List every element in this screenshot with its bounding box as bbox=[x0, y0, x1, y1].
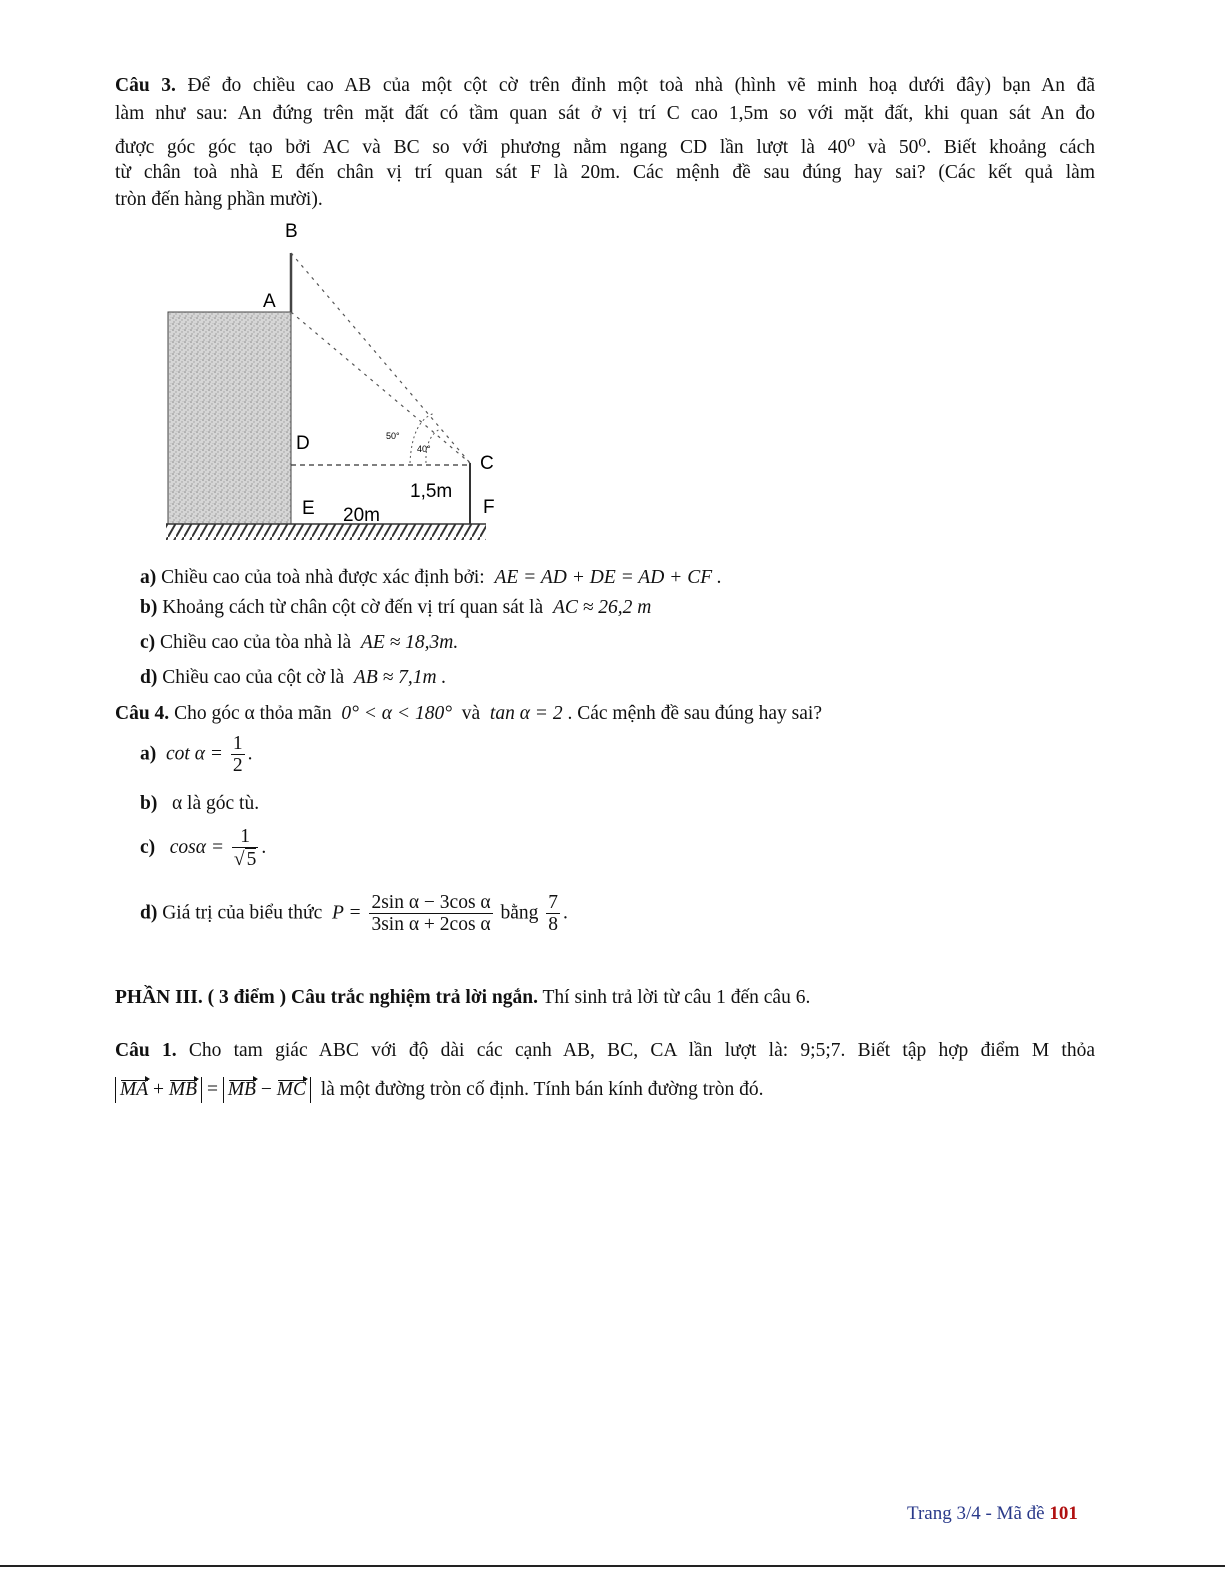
denominator: √ 5 bbox=[233, 849, 257, 871]
part3-heading bbox=[115, 987, 810, 1009]
q4-option-a: a) cot α = $\frac{1}{2}$ . bbox=[140, 733, 253, 777]
q3-line-2: làm như sau: An đứng trên mặt đất có tầm quan sát ở vị trí C cao 1,5m so với mặt đất, khi quan sát An đo bbox=[115, 103, 1095, 124]
q3-option-d bbox=[140, 667, 446, 689]
q4-label: Câu 4. bbox=[115, 703, 170, 724]
option-key: a) bbox=[140, 743, 157, 765]
option-math: cosα = bbox=[169, 836, 225, 858]
option-text: Chiều cao của tòa nhà là bbox=[160, 632, 352, 653]
q3-option-b bbox=[140, 597, 651, 619]
option-key: b) bbox=[140, 597, 158, 618]
q4-option-b bbox=[140, 793, 259, 815]
p3-q1-label: Câu 1. bbox=[115, 1040, 177, 1061]
q4-option-d: d) Giá trị của biểu thức P = $\frac{\text{2sin α − 3cos α}}{\text{3sin α + 2cos α}}$ bằng $\frac{7}{8}$ . bbox=[140, 892, 568, 936]
ground-hatch bbox=[166, 524, 486, 540]
label-C: C bbox=[480, 453, 494, 474]
label-angle-50: 50° bbox=[386, 431, 400, 441]
option-math: cot α = bbox=[166, 743, 223, 765]
q3-label: Câu 3. bbox=[115, 75, 176, 96]
p3-q1-line-1 bbox=[115, 1040, 1095, 1062]
option-text: bằng bbox=[500, 902, 539, 924]
q3-line-5: tròn đến hàng phần mười). bbox=[115, 189, 323, 210]
numerator: 7 bbox=[548, 892, 559, 913]
q4-tan: tan α = 2 bbox=[489, 703, 563, 724]
option-text: Chiều cao của cột cờ là bbox=[162, 667, 345, 688]
option-key: b) bbox=[140, 793, 158, 814]
option-text: Khoảng cách từ chân cột cờ đến vị trí quan sát là bbox=[162, 597, 544, 618]
denominator: 3sin α + 2cos α bbox=[371, 914, 491, 936]
part3-title: PHẦN III. ( 3 điểm ) Câu trắc nghiệm trả lời ngắn. bbox=[115, 987, 538, 1008]
footer-text: Trang 3/4 - Mã đề bbox=[907, 1503, 1050, 1524]
option-key: d) bbox=[140, 667, 158, 688]
abs-diff: MB − MC bbox=[223, 1077, 311, 1103]
q4-option-c: c) cosα = $\frac{1}{√ 5}$ . bbox=[140, 826, 267, 871]
p3-q1-text-1: Cho tam giác ABC với độ dài các cạnh AB, BC, CA lần lượt là: 9;5;7. Biết tập hợp điểm M thỏa bbox=[188, 1040, 1095, 1061]
radicand: 5 bbox=[246, 849, 257, 871]
q4-stem bbox=[115, 703, 822, 725]
label-D: D bbox=[296, 433, 310, 454]
abs-sum: MA + MB bbox=[115, 1077, 202, 1103]
part3-instructions: Thí sinh trả lời từ câu 1 đến câu 6. bbox=[538, 987, 811, 1008]
building bbox=[168, 312, 291, 524]
label-distance: 20m bbox=[343, 505, 380, 526]
label-height: 1,5m bbox=[410, 481, 453, 502]
option-math: AB ≈ 7,1m . bbox=[353, 667, 447, 688]
denominator: 2 bbox=[232, 755, 243, 777]
q3-line-3: được góc góc tạo bởi AC và BC so với phương nằm ngang CD lần lượt là 40⁰ và 50⁰. Biết khoảng cách bbox=[115, 137, 1095, 158]
vector: MA bbox=[120, 1079, 149, 1100]
vector: MC bbox=[276, 1079, 306, 1100]
option-text: Giá trị của biểu thức bbox=[162, 902, 323, 924]
exam-code: 101 bbox=[1049, 1503, 1078, 1524]
option-math: AE ≈ 18,3m. bbox=[360, 632, 459, 653]
option-key: c) bbox=[140, 632, 156, 653]
fraction bbox=[231, 733, 245, 777]
option-key: a) bbox=[140, 567, 157, 588]
option-text: Chiều cao của toà nhà được xác định bởi: bbox=[161, 567, 485, 588]
option-math: P = bbox=[331, 902, 362, 924]
option-math: AC ≈ 26,2 m bbox=[552, 597, 652, 618]
label-F: F bbox=[483, 497, 495, 518]
q4-text-1: Cho góc α thỏa mãn bbox=[174, 703, 332, 724]
p3-q1-text-2: là một đường tròn cố định. Tính bán kính đường tròn đó. bbox=[320, 1079, 764, 1100]
fraction bbox=[232, 826, 258, 871]
numerator: 1 bbox=[232, 733, 243, 754]
option-text: α là góc tù. bbox=[171, 793, 260, 814]
q3-option-c bbox=[140, 632, 458, 654]
fraction bbox=[369, 892, 492, 936]
q3-line-4: từ chân toà nhà E đến chân vị trí quan sát F là 20m. Các mệnh đề sau đúng hay sai? (Các kết quả làm bbox=[115, 162, 1095, 183]
building-flagpole-figure bbox=[160, 215, 500, 550]
option-math: AE = AD + DE = AD + CF . bbox=[494, 567, 722, 588]
bottom-rule bbox=[0, 1565, 1225, 1567]
q3-text-1: Để đo chiều cao AB của một cột cờ trên đỉnh một toà nhà (hình vẽ minh hoạ dưới đây) bạn An đã bbox=[187, 75, 1095, 96]
numerator: 1 bbox=[232, 826, 258, 848]
q4-text-3: . Các mệnh đề sau đúng hay sai? bbox=[567, 703, 822, 724]
fraction bbox=[546, 892, 560, 936]
p3-q1-line-2: MA + MB = MB − MC là một đường tròn cố định. Tính bán kính đường tròn đó. bbox=[115, 1077, 763, 1103]
page-footer bbox=[907, 1503, 1078, 1525]
q4-text-2: và bbox=[461, 703, 481, 724]
option-key: d) bbox=[140, 902, 158, 924]
vector: MB bbox=[227, 1079, 256, 1100]
numerator: 2sin α − 3cos α bbox=[371, 892, 491, 913]
label-A: A bbox=[263, 291, 276, 312]
vector: MB bbox=[168, 1079, 198, 1100]
denominator: 8 bbox=[548, 914, 559, 936]
option-key: c) bbox=[140, 836, 156, 858]
q3-line-1 bbox=[115, 75, 1095, 97]
label-E: E bbox=[302, 498, 315, 519]
label-B: B bbox=[285, 221, 298, 242]
label-angle-40: 40° bbox=[417, 444, 431, 454]
q3-option-a bbox=[140, 567, 722, 589]
line-AC bbox=[291, 312, 470, 463]
q4-condition: 0° < α < 180° bbox=[341, 703, 452, 724]
line-BC bbox=[291, 253, 470, 463]
